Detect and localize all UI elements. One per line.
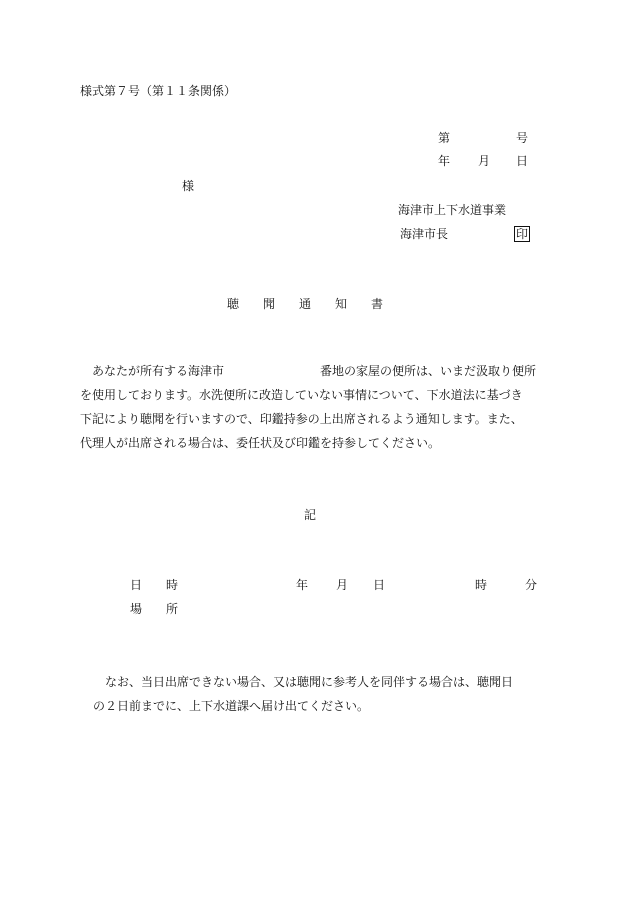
addressee-suffix: 様 (182, 179, 195, 193)
ki-heading: 記 (304, 508, 317, 522)
datetime-year: 年 (296, 578, 309, 592)
form-label: 様式第７号（第１１条関係） (80, 84, 237, 98)
datetime-month: 月 (336, 578, 349, 592)
body-line: 代理人が出席される場合は、委任状及び印鑑を持参してください。 (80, 436, 441, 450)
date-year: 年 (438, 154, 451, 168)
body-line: 下記により聴聞を行いますので、印鑑持参の上出席されるよう通知します。また、 (80, 412, 523, 426)
date-month: 月 (478, 154, 491, 168)
note-body (93, 670, 563, 718)
note-line: なお、当日出席できない場合、又は聴聞に参考人を同伴する場合は、聴聞日 (93, 675, 514, 689)
place-label: 場 所 (130, 602, 179, 616)
body-line: あなたが所有する海津市 番地の家屋の便所は、いまだ汲取り便所 (80, 364, 537, 378)
datetime-label: 日 時 (130, 578, 179, 592)
document-title: 聴 聞 通 知 書 (227, 297, 384, 311)
note-line: の２日前までに、上下水道課へ届け出てください。 (93, 699, 370, 713)
number-go: 号 (516, 131, 529, 145)
notice-body (80, 359, 550, 455)
number-dai: 第 (438, 131, 451, 145)
body-line: を使用しております。水洗便所に改造していない事情について、下水道法に基づき (80, 388, 523, 402)
issuer-title: 海津市長 (400, 227, 449, 241)
seal-mark: 印 (516, 227, 529, 241)
date-day: 日 (516, 154, 529, 168)
datetime-day: 日 (373, 578, 386, 592)
datetime-minute: 分 (525, 578, 538, 592)
datetime-hour: 時 (475, 578, 488, 592)
issuer-seal (510, 226, 530, 242)
issuer-org: 海津市上下水道事業 (398, 203, 507, 217)
